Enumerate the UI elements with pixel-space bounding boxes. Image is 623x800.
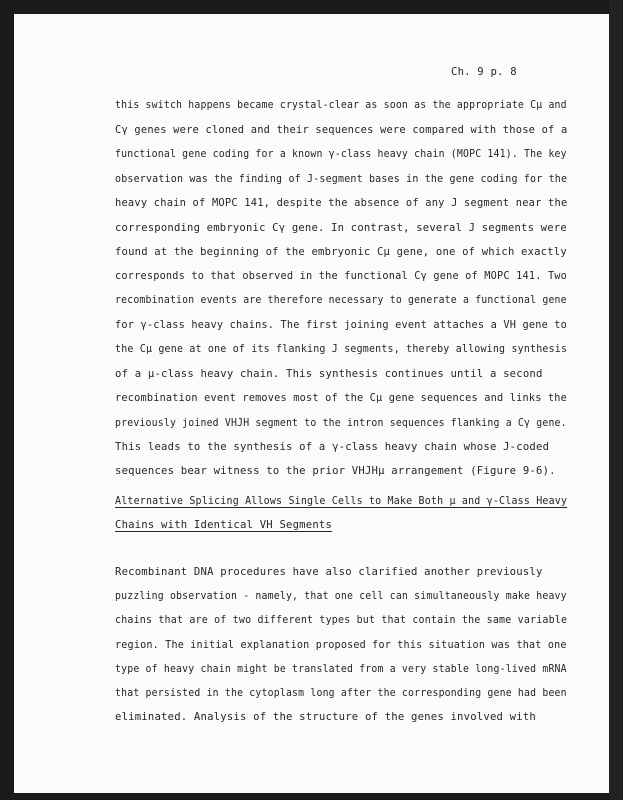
text-line: functional gene coding for a known γ-class heavy chain (MOPC 141). The key	[115, 148, 567, 160]
text-line: the Cμ gene at one of its flanking J segments, thereby allowing synthesis	[115, 343, 568, 355]
text-line: recombination events are therefore necessary to generate a functional gene	[115, 294, 567, 306]
text-line: corresponding embryonic Cγ gene. In contrast, several J segments were	[115, 222, 567, 234]
text-line: for γ-class heavy chains. The first joining event attaches a VH gene to	[115, 319, 568, 331]
text-line: type of heavy chain might be translated from a very stable long-lived mRNA	[115, 663, 567, 675]
text-line: corresponds to that observed in the functional Cγ gene of MOPC 141. Two	[115, 270, 568, 282]
text-line: Recombinant DNA procedures have also clarified another previously	[115, 566, 543, 578]
document-page	[14, 14, 610, 793]
text-line: eliminated. Analysis of the structure of the genes involved with	[115, 711, 536, 723]
text-line: that persisted in the cytoplasm long after the corresponding gene had been	[115, 687, 567, 699]
text-line: puzzling observation - namely, that one cell can simultaneously make heavy	[115, 590, 567, 602]
text-line: this switch happens became crystal-clear as soon as the appropriate Cμ and	[115, 99, 567, 111]
text-line: region. The initial explanation proposed for this situation was that one	[115, 639, 567, 651]
text-line: heavy chain of MOPC 141, despite the absence of any J segment near the	[115, 197, 568, 209]
text-line: chains that are of two different types but that contain the same variable	[115, 614, 568, 626]
page-header: Ch. 9 p. 8	[451, 66, 517, 78]
text-line: This leads to the synthesis of a γ-class heavy chain whose J-coded	[115, 441, 550, 453]
scan-border	[609, 0, 623, 800]
text-line: sequences bear witness to the prior VHJHμ arrangement (Figure 9-6).	[115, 465, 556, 477]
section-heading-line-1: Alternative Splicing Allows Single Cells to Make Both μ and γ-Class Heavy	[115, 495, 568, 507]
text-line: observation was the finding of J-segment bases in the gene coding for the	[115, 173, 568, 185]
text-line: of a μ-class heavy chain. This synthesis continues until a second	[115, 368, 543, 380]
text-line: Cγ genes were cloned and their sequences were compared with those of a	[115, 124, 568, 136]
section-heading-line-2: Chains with Identical VH Segments	[115, 519, 333, 531]
text-line: found at the beginning of the embryonic Cμ gene, one of which exactly	[115, 246, 567, 258]
text-line: recombination event removes most of the Cμ gene sequences and links the	[115, 392, 568, 404]
text-line: previously joined VHJH segment to the intron sequences flanking a Cγ gene.	[115, 417, 567, 429]
